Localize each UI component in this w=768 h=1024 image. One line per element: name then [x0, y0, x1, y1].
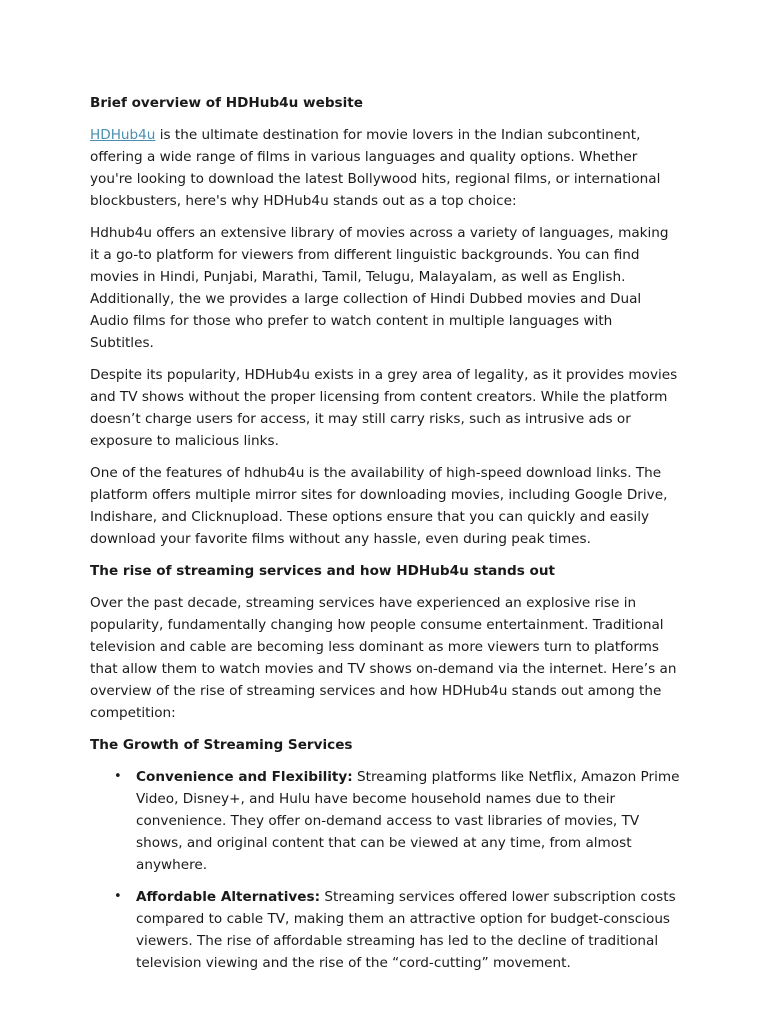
paragraph-intro-text: is the ultimate destination for movie lovers in the Indian subcontinent, offering a wide range of films in various languages and quality options. Whether you're looking to download the latest Bollywood hits, regional films, or international blockbusters, here's why HDHub4u stands out as a top choice:: [90, 127, 661, 209]
paragraph-intro: [90, 124, 680, 212]
section-heading-rise: The rise of streaming services and how HDHub4u stands out: [90, 563, 556, 579]
list-item-text: Streaming platforms like Netflix, Amazon Prime Video, Disney+, and Hulu have become household names due to their convenience. They offer on-demand access to vast libraries of movies, TV shows, and original content that can be viewed at any time, from almost anywhere.: [136, 769, 680, 873]
paragraph-legality: Despite its popularity, HDHub4u exists in a grey area of legality, as it provides movies and TV shows without the proper licensing from content creators. While the platform doesn’t charge users for access, it may still carry risks, such as intrusive ads or exposure to malicious links.: [90, 367, 678, 449]
bullet-icon: •: [114, 769, 122, 784]
list-item: [90, 766, 680, 876]
section-heading-growth: The Growth of Streaming Services: [90, 737, 353, 753]
paragraph-download-links: One of the features of hdhub4u is the availability of high-speed download links. The platform offers multiple mirror sites for downloading movies, including Google Drive, Indishare, and Clicknupload. These options ensure that you can quickly and easily download your favorite films without any hassle, even during peak times.: [90, 465, 668, 547]
section-heading-overview: Brief overview of HDHub4u website: [90, 95, 364, 111]
list-item-lead: Convenience and Flexibility:: [136, 769, 353, 785]
paragraph-streaming-rise: Over the past decade, streaming services have experienced an explosive rise in popularity, fundamentally changing how people consume entertainment. Traditional television and cable are becoming less dominant as more viewers turn to platforms that allow them to watch movies and TV shows on-demand via the internet. Here’s an overview of the rise of streaming services and how HDHub4u stands out among the competition:: [90, 595, 677, 721]
bullet-list: [90, 766, 680, 974]
paragraph-library: Hdhub4u offers an extensive library of movies across a variety of languages, making it a go-to platform for viewers from different linguistic backgrounds. You can find movies in Hindi, Punjabi, Marathi, Tamil, Telugu, Malayalam, as well as English. Additionally, the we provides a large collection of Hindi Dubbed movies and Dual Audio films for those who prefer to watch content in multiple languages with Subtitles.: [90, 225, 669, 351]
list-item-text: Streaming services offered lower subscription costs compared to cable TV, making them an attractive option for budget-conscious viewers. The rise of affordable streaming has led to the decline of traditional television viewing and the rise of the “cord-cutting” movement.: [136, 889, 676, 971]
hdhub4u-link[interactable]: HDHub4u: [90, 127, 156, 143]
list-item-lead: Affordable Alternatives:: [136, 889, 321, 905]
document-page: [90, 92, 680, 984]
list-item: [90, 886, 680, 974]
bullet-icon: •: [114, 889, 122, 904]
